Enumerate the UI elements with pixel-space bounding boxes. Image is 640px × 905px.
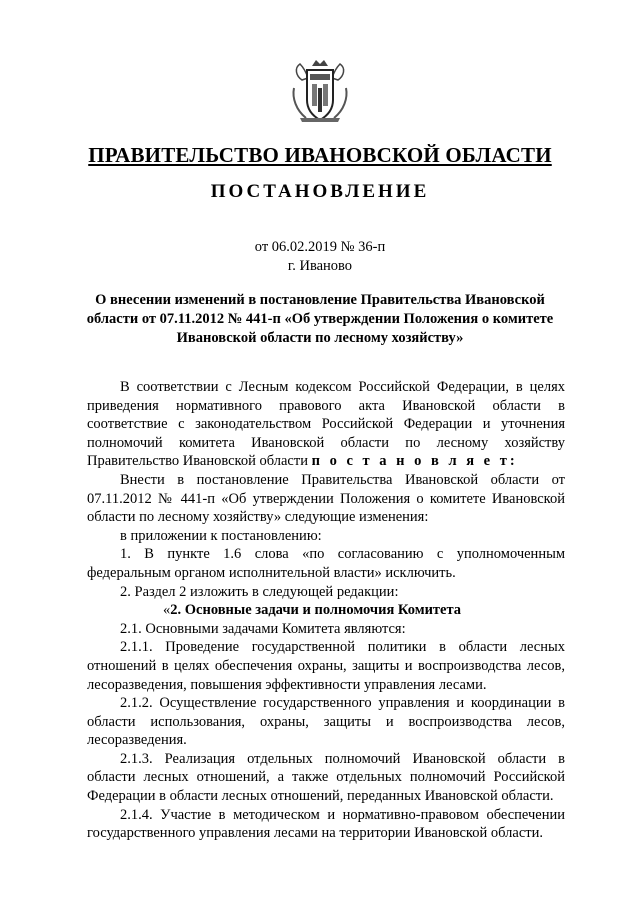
paragraph-2-1-3: 2.1.3. Реализация отдельных полномочий Ивановской области в области лесных отношений, а также отдельных полномочий Российской Федерации в области лесных отношений, переданных Ивановской области. <box>87 750 565 805</box>
document-body <box>87 378 565 843</box>
document-type: ПОСТАНОВЛЕНИЕ <box>210 181 430 202</box>
government-title: ПРАВИТЕЛЬСТВО ИВАНОВСКОЙ ОБЛАСТИ <box>88 143 552 167</box>
document-city: г. Иваново <box>287 258 353 274</box>
paragraph-2-1: 2.1. Основными задачами Комитета являются: <box>120 620 406 637</box>
resolves-colon: : <box>509 453 518 470</box>
document-heading: О внесении изменений в постановление Правительства Ивановской области от 07.11.2012 № 441-п «Об утверждении Положения о комитете Ивановской области по лесному хозяйству» <box>86 292 554 346</box>
coat-of-arms-icon <box>290 58 350 124</box>
paragraph-2-1-4: 2.1.4. Участие в методическом и нормативно-правовом обеспечении государственного управления лесами на территории Ивановской области. <box>87 806 565 842</box>
paragraph-2-1-2: 2.1.2. Осуществление государственного управления и координации в области использования, охраны, защиты и воспроизводства лесов, лесоразведения. <box>87 695 565 749</box>
paragraph-amend: Внести в постановление Правительства Ивановской области от 07.11.2012 № 441-п «Об утверждении Положения о комитете Ивановской области по лесному хозяйству» следующие изменения: <box>87 471 565 526</box>
paragraph-2-1-1: 2.1.1. Проведение государственной политики в области лесных отношений в целях обеспечения охраны, защиты и воспроизводства лесов, лесоразведения, повышения эффективности управления лесами. <box>87 639 565 693</box>
resolves-word: п о с т а н о в л я е т <box>311 453 510 470</box>
paragraph-preamble <box>87 378 565 471</box>
section-2-quote: « <box>163 602 171 619</box>
preamble-text: В соответствии с Лесным кодексом Российской Федерации, в целях приведения нормативного правового акта Ивановской области в соответствие с законодательством Российской Федерации и уточнения полномочий комитета Ивановской области по лесному хозяйству Правительство Ивановской области <box>87 379 565 470</box>
paragraph-item-2: 2. Раздел 2 изложить в следующей редакции: <box>120 583 399 600</box>
section-2-title-text: 2. Основные задачи и полномочия Комитета <box>170 602 462 619</box>
paragraph-item-1: 1. В пункте 1.6 слова «по согласованию с уполномоченным федеральным органом исполнительной власти» исключить. <box>87 546 565 581</box>
section-2-title <box>87 601 565 620</box>
document-date-number: от 06.02.2019 № 36-п <box>254 239 386 255</box>
paragraph-appendix: в приложении к постановлению: <box>120 527 322 544</box>
